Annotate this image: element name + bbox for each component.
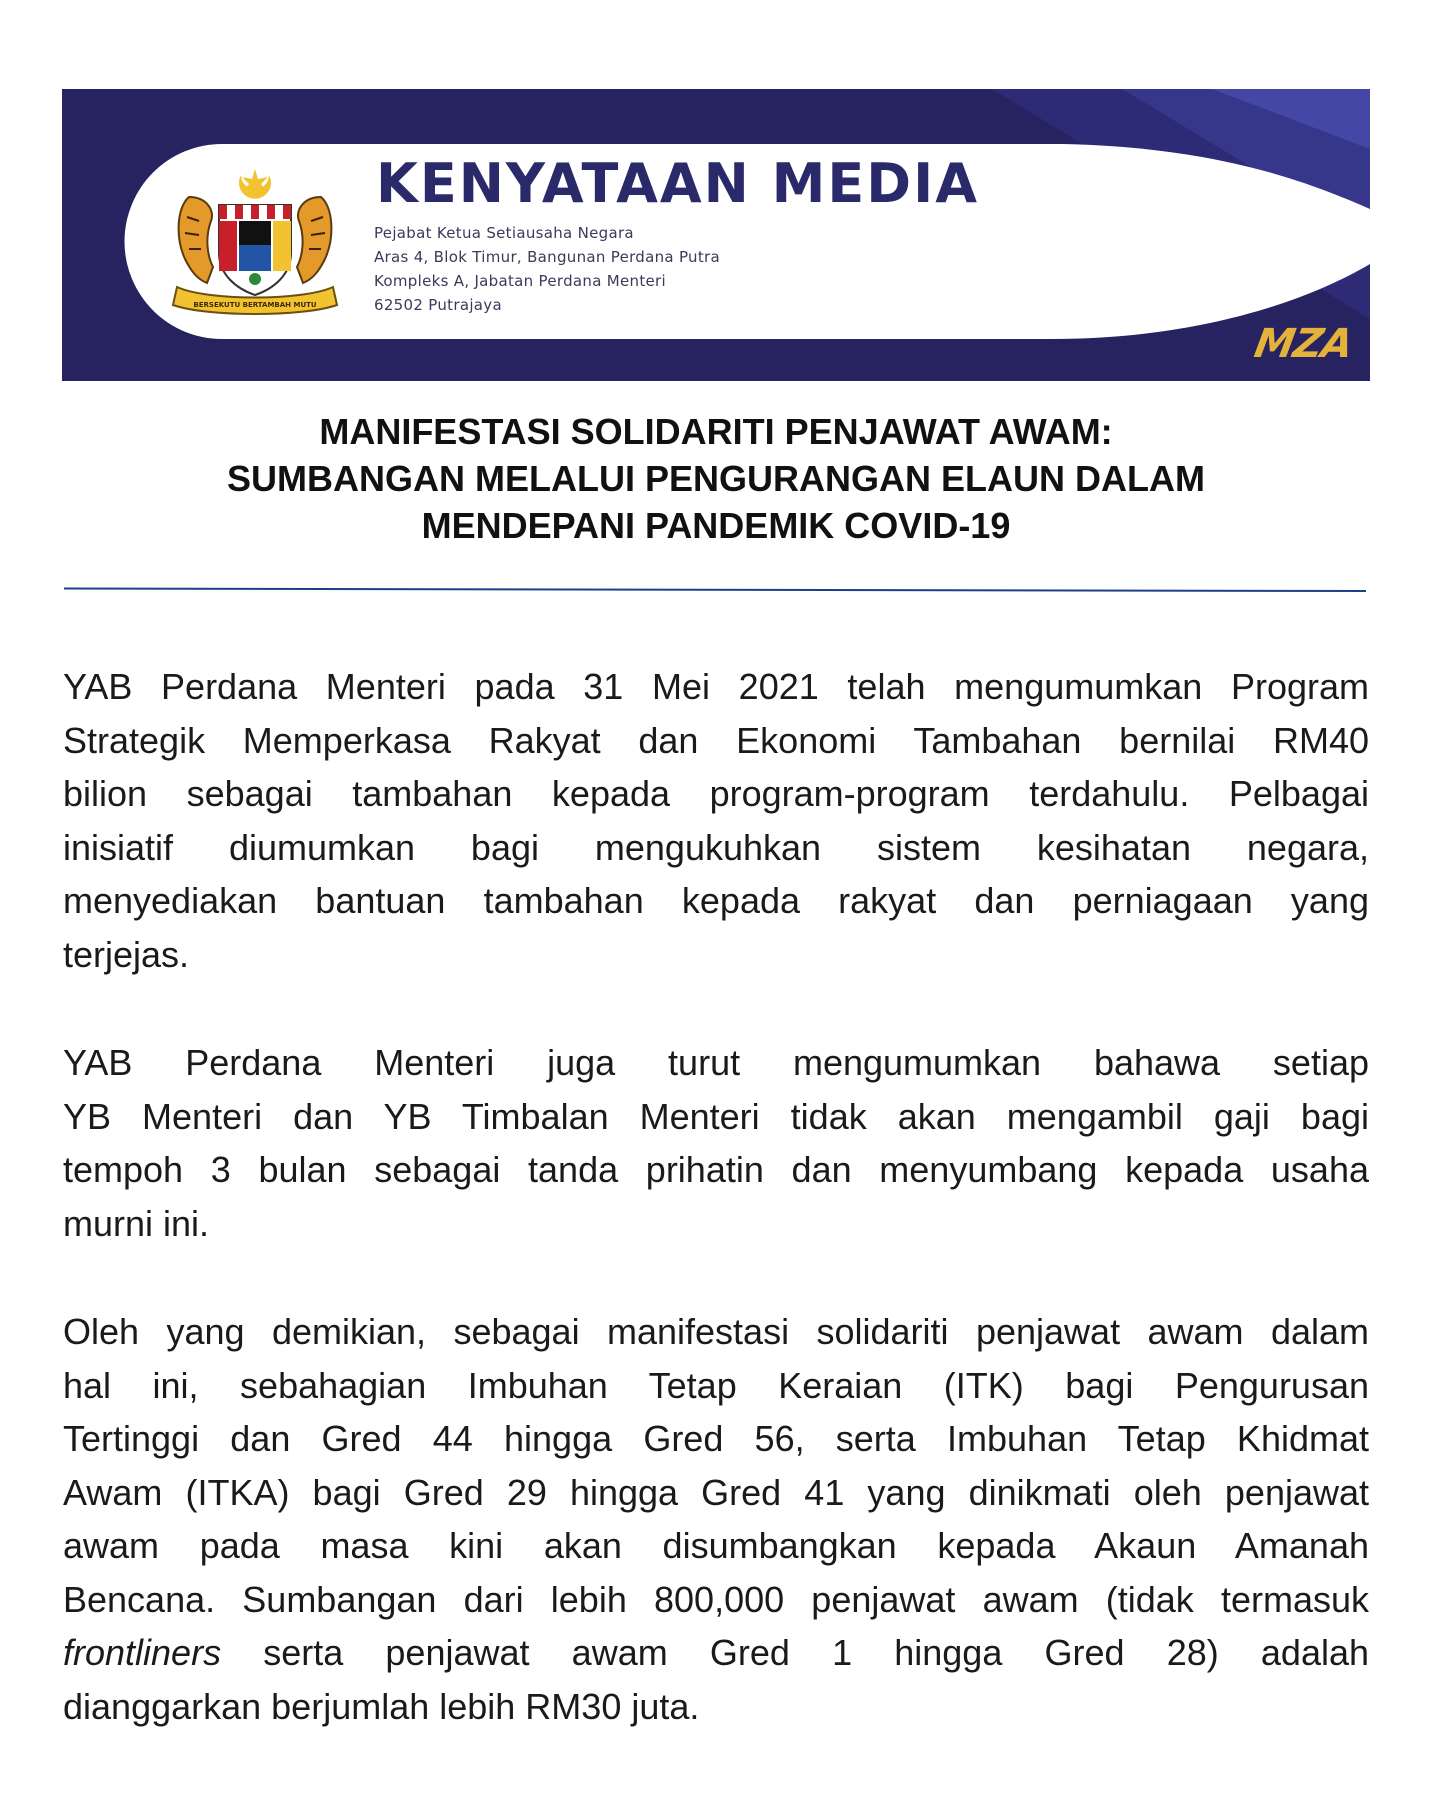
- headline-line: MENDEPANI PANDEMIK COVID-19: [421, 505, 1011, 546]
- media-statement-banner: [62, 89, 1370, 381]
- paragraph-line: YAB Perdana Menteri juga turut mengumumkan bahawa setiap: [63, 1042, 1369, 1083]
- address-line: Aras 4, Blok Timur, Bangunan Perdana Putra: [374, 248, 721, 266]
- paragraph-line: Tertinggi dan Gred 44 hingga Gred 56, serta Imbuhan Tetap Khidmat: [63, 1418, 1369, 1459]
- paragraph-line: [63, 1626, 1369, 1680]
- paragraph-line: awam pada masa kini akan disumbangkan kepada Akaun Amanah: [63, 1525, 1369, 1566]
- paragraph-3: [63, 1305, 1369, 1733]
- office-address: [374, 221, 720, 317]
- paragraph-line: terjejas.: [63, 933, 190, 975]
- paragraph-line: menyediakan bantuan tambahan kepada rakyat dan perniagaan yang: [63, 880, 1369, 921]
- address-line: 62502 Putrajaya: [374, 296, 502, 314]
- paragraph-line: tempoh 3 bulan sebagai tanda prihatin dan menyumbang kepada usaha: [63, 1149, 1369, 1190]
- corner-logo: MZA: [1251, 321, 1357, 367]
- paragraph-line: dianggarkan berjumlah lebih RM30 juta.: [63, 1685, 700, 1727]
- paragraph-line: bilion sebagai tambahan kepada program-program terdahulu. Pelbagai: [63, 773, 1369, 814]
- headline-divider: [64, 586, 1366, 592]
- paragraph-1: [63, 660, 1369, 981]
- address-line: Pejabat Ketua Setiausaha Negara: [374, 224, 634, 242]
- crest-motto: BERSEKUTU BERTAMBAH MUTU: [193, 301, 317, 309]
- headline-line: SUMBANGAN MELALUI PENGURANGAN ELAUN DALAM: [227, 458, 1205, 499]
- paragraph-line: Awam (ITKA) bagi Gred 29 hingga Gred 41 yang dinikmati oleh penjawat: [63, 1471, 1369, 1513]
- paragraph-line: YAB Perdana Menteri pada 31 Mei 2021 telah mengumumkan Program: [63, 666, 1369, 707]
- italic-term: frontliners: [63, 1632, 222, 1673]
- headline-line: MANIFESTASI SOLIDARITI PENJAWAT AWAM:: [319, 411, 1113, 452]
- statement-headline: [62, 408, 1370, 549]
- paragraph-2: [63, 1036, 1369, 1250]
- paragraph-line: YB Menteri dan YB Timbalan Menteri tidak akan mengambil gaji bagi: [63, 1095, 1369, 1137]
- paragraph-line: murni ini.: [63, 1202, 210, 1244]
- paragraph-line: Bencana. Sumbangan dari lebih 800,000 penjawat awam (tidak termasuk: [63, 1578, 1369, 1620]
- address-line: Kompleks A, Jabatan Perdana Menteri: [374, 272, 666, 290]
- paragraph-line-rest: serta penjawat awam Gred 1 hingga Gred 28) adalah: [221, 1632, 1369, 1673]
- paragraph-line: inisiatif diumumkan bagi mengukuhkan sistem kesihatan negara,: [63, 826, 1369, 868]
- paragraph-line: hal ini, sebahagian Imbuhan Tetap Keraian (ITK) bagi Pengurusan: [63, 1364, 1369, 1406]
- banner-title: KENYATAAN MEDIA: [376, 152, 980, 215]
- paragraph-line: Oleh yang demikian, sebagai manifestasi solidariti penjawat awam dalam: [63, 1311, 1369, 1352]
- paragraph-line: Strategik Memperkasa Rakyat dan Ekonomi Tambahan bernilai RM40: [63, 719, 1369, 761]
- malaysia-coat-of-arms-icon: [167, 167, 343, 317]
